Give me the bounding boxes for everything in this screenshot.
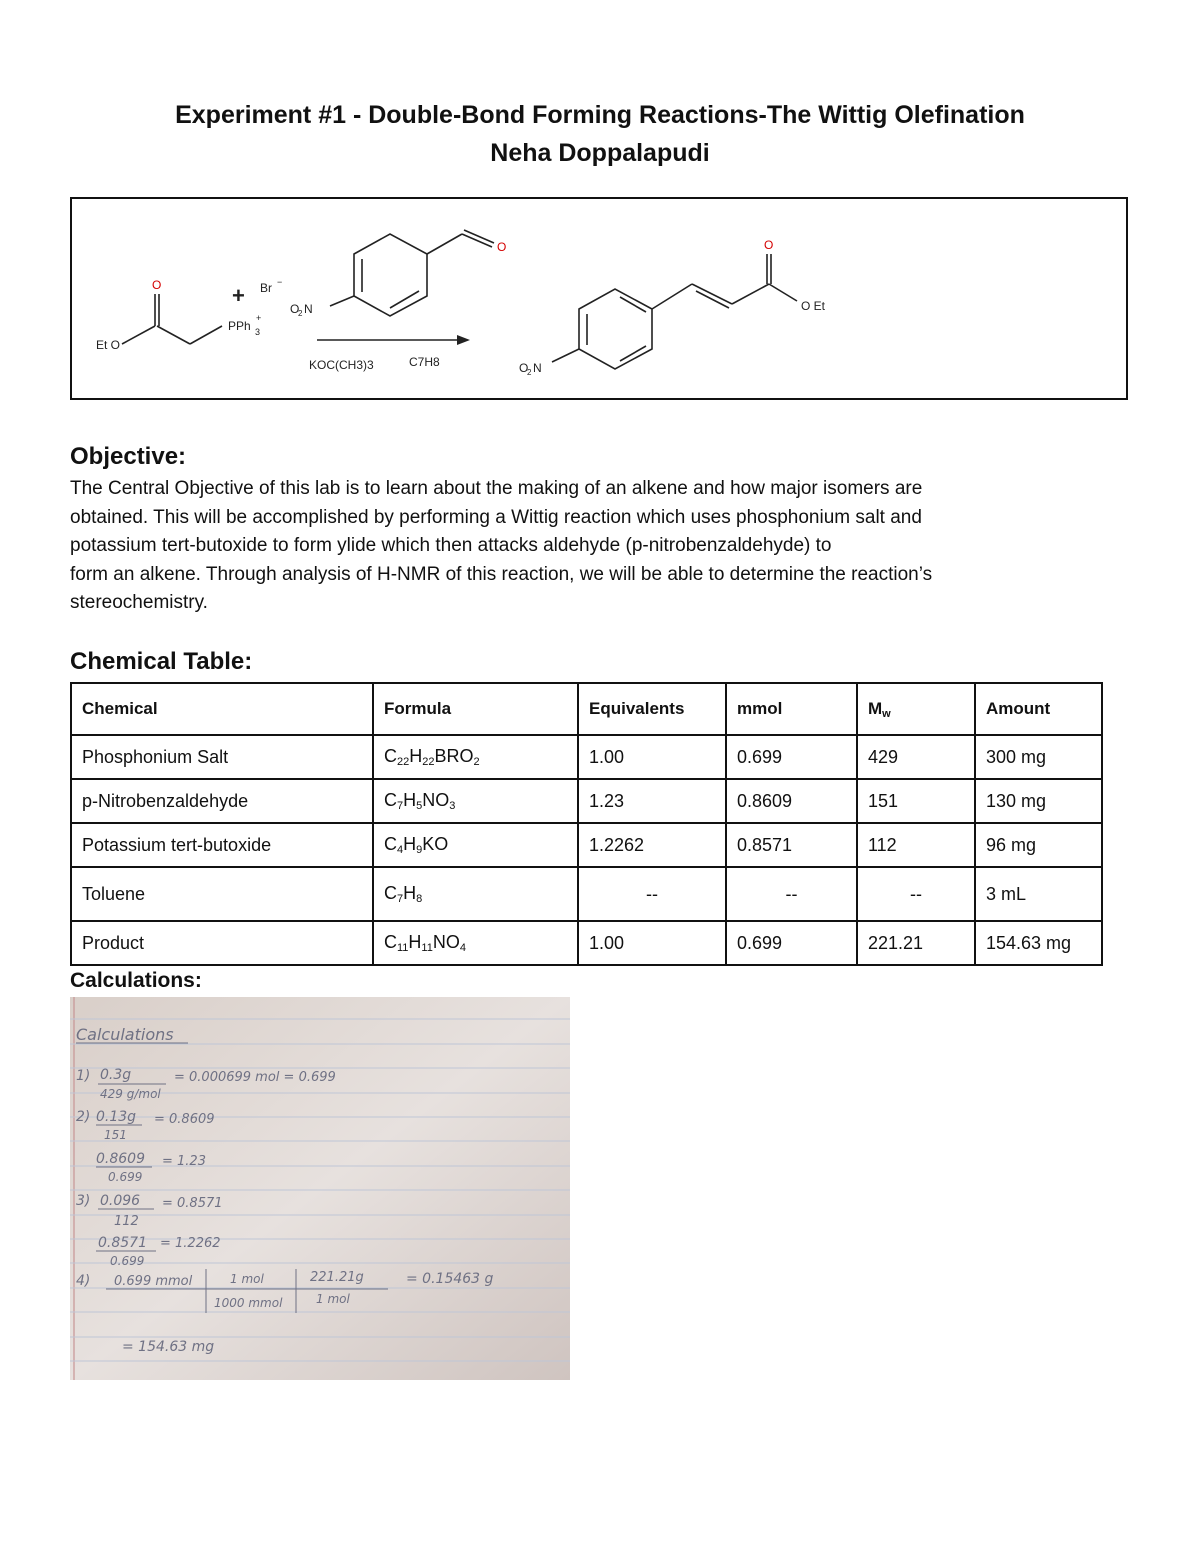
formula-part: NO	[432, 932, 460, 952]
calc-step3b-numerator: 0.8571	[98, 1235, 147, 1251]
calc-step2-denominator: 151	[104, 1128, 127, 1142]
cell-amount: 300 mg	[975, 735, 1102, 779]
objective-line: form an alkene. Through analysis of H-NMR of this reaction, we will be able to determine the reaction’s	[70, 563, 933, 585]
reactant-carbonyl-o: O	[152, 278, 162, 292]
calc-step2b-result: = 1.23	[162, 1154, 206, 1169]
formula-part: KO	[422, 834, 449, 854]
chemical-table	[70, 682, 1103, 966]
author-name: Neha Doppalapudi	[490, 139, 710, 167]
cell-formula	[373, 735, 578, 779]
calc-step4-number: 4)	[76, 1273, 91, 1289]
cell-mmol: 0.699	[726, 735, 857, 779]
formula-part: 5	[416, 800, 423, 812]
header-amount: Amount	[975, 683, 1102, 735]
calc-step4-result: = 0.15463 g	[406, 1271, 494, 1287]
table-row	[71, 735, 1102, 779]
header-mmol: mmol	[726, 683, 857, 735]
table-row	[71, 867, 1102, 921]
formula-part: C	[384, 746, 397, 766]
cell-formula	[373, 921, 578, 965]
cell-mmol: --	[726, 867, 857, 921]
calc-step1-number: 1)	[76, 1068, 91, 1084]
cell-mw: 151	[857, 779, 975, 823]
cell-equivalents: 1.2262	[578, 823, 726, 867]
cell-equivalents: 1.23	[578, 779, 726, 823]
table-header-row	[71, 683, 1102, 735]
formula-part: 2	[473, 756, 480, 768]
phosphonium-subscript: 3	[255, 327, 261, 337]
product-ethoxy-label: O Et	[801, 299, 826, 313]
calc-step3b-denominator: 0.699	[110, 1254, 145, 1268]
cell-mw: --	[857, 867, 975, 921]
conditions-base: KOC(CH3)3	[309, 358, 374, 372]
formula-part: H	[409, 746, 423, 766]
calc-step3-numerator: 0.096	[100, 1193, 141, 1209]
formula-part: C	[384, 790, 397, 810]
plus-sign: +	[232, 283, 245, 308]
table-row	[71, 779, 1102, 823]
phosphonium-charge: +	[256, 313, 262, 323]
formula-part: C	[384, 834, 397, 854]
formula-part: 4	[459, 942, 466, 954]
aldehyde-nitro-o: O	[290, 302, 300, 316]
calc-step3-denominator: 112	[114, 1214, 139, 1229]
formula-part: 7	[397, 893, 404, 905]
aldehyde-nitro-sub: 2	[298, 309, 303, 318]
cell-equivalents: 1.00	[578, 921, 726, 965]
objective-heading: Objective:	[70, 443, 187, 470]
formula-part: 7	[397, 800, 404, 812]
cell-amount: 3 mL	[975, 867, 1102, 921]
calc-step1-numerator: 0.3g	[100, 1067, 132, 1083]
objective-line: The Central Objective of this lab is to learn about the making of an alkene and how major isomers are	[70, 478, 923, 499]
formula-part: BRO	[434, 746, 474, 766]
calc-step4-mmol: 0.699 mmol	[114, 1274, 193, 1289]
handwritten-calculations-photo	[70, 997, 570, 1380]
aldehyde-o: O	[497, 240, 507, 254]
objective-line: potassium tert-butoxide to form ylide which then attacks aldehyde (p-nitrobenzaldehyde) to	[70, 535, 832, 556]
aldehyde-nitro-n: N	[304, 302, 313, 316]
formula-part: H	[403, 834, 417, 854]
objective-line: obtained. This will be accomplished by performing a Wittig reaction which uses phosphonium salt and	[70, 506, 922, 528]
formula-part: C	[384, 883, 397, 903]
formula-part: 22	[422, 756, 435, 768]
table-row	[71, 921, 1102, 965]
calc-step1-result: = 0.000699 mol = 0.699	[174, 1070, 336, 1085]
calc-step3-result: = 0.8571	[162, 1196, 223, 1211]
cell-formula	[373, 823, 578, 867]
cell-equivalents: --	[578, 867, 726, 921]
calc-step2b-denominator: 0.699	[108, 1170, 143, 1184]
formula-part: 8	[416, 893, 423, 905]
bromide-charge: −	[277, 277, 283, 287]
cell-mw: 429	[857, 735, 975, 779]
calc-title: Calculations	[76, 1025, 174, 1044]
calc-final-result: = 154.63 mg	[122, 1339, 215, 1355]
calc-step4-mw-top: 221.21g	[310, 1270, 364, 1285]
cell-mw: 112	[857, 823, 975, 867]
header-mw-base: M	[868, 698, 883, 718]
document-title: Experiment #1 - Double-Bond Forming Reactions-The Wittig Olefination	[175, 101, 1025, 129]
header-chemical: Chemical	[71, 683, 373, 735]
formula-part: 11	[397, 942, 409, 954]
calc-step4-conversion-bottom: 1000 mmol	[214, 1296, 283, 1310]
cell-chemical: Product	[71, 921, 373, 965]
cell-mmol: 0.8609	[726, 779, 857, 823]
cell-equivalents: 1.00	[578, 735, 726, 779]
formula-part: C	[384, 932, 397, 952]
calc-step3b-result: = 1.2262	[160, 1236, 221, 1251]
header-formula: Formula	[373, 683, 578, 735]
cell-mmol: 0.699	[726, 921, 857, 965]
formula-part: 9	[416, 844, 423, 856]
cell-amount: 96 mg	[975, 823, 1102, 867]
cell-formula	[373, 867, 578, 921]
calculations-heading: Calculations:	[70, 969, 202, 992]
formula-part: NO	[422, 790, 450, 810]
formula-part: H	[408, 932, 422, 952]
cell-amount: 130 mg	[975, 779, 1102, 823]
table-row	[71, 823, 1102, 867]
header-equivalents: Equivalents	[578, 683, 726, 735]
calc-step1-denominator: 429 g/mol	[100, 1087, 161, 1101]
cell-mw: 221.21	[857, 921, 975, 965]
calc-step2-numerator: 0.13g	[96, 1109, 137, 1125]
calc-step2b-numerator: 0.8609	[96, 1151, 145, 1167]
cell-chemical: Potassium tert-butoxide	[71, 823, 373, 867]
calc-step4-conversion-top: 1 mol	[230, 1272, 264, 1286]
reaction-scheme	[70, 197, 1128, 400]
objective-line: stereochemistry.	[70, 592, 208, 613]
product-carbonyl-o: O	[764, 238, 774, 252]
product-nitro-sub: 2	[527, 368, 532, 377]
calc-step2-number: 2)	[76, 1109, 91, 1125]
cell-amount: 154.63 mg	[975, 921, 1102, 965]
formula-part: H	[403, 883, 417, 903]
formula-part: 11	[421, 942, 433, 954]
header-mw	[857, 683, 975, 735]
phosphonium-label: PPh	[228, 319, 251, 333]
cell-chemical: Phosphonium Salt	[71, 735, 373, 779]
product-nitro-n: N	[533, 361, 542, 375]
bromide-label: Br	[260, 281, 272, 295]
formula-part: 22	[397, 756, 410, 768]
cell-formula	[373, 779, 578, 823]
formula-part: 3	[449, 800, 456, 812]
conditions-solvent: C7H8	[409, 355, 440, 369]
calc-step3-number: 3)	[76, 1193, 91, 1209]
header-mw-sub: w	[882, 707, 891, 720]
reactant-ethoxy-label: Et O	[96, 338, 121, 352]
formula-part: 4	[397, 844, 404, 856]
cell-chemical: Toluene	[71, 867, 373, 921]
chemical-table-heading: Chemical Table:	[70, 648, 253, 675]
product-nitro-o: O	[519, 361, 529, 375]
cell-chemical: p-Nitrobenzaldehyde	[71, 779, 373, 823]
calc-step2-result: = 0.8609	[154, 1112, 215, 1127]
cell-mmol: 0.8571	[726, 823, 857, 867]
calc-step4-mw-bottom: 1 mol	[316, 1292, 350, 1306]
objective-paragraph	[70, 475, 1130, 618]
formula-part: H	[403, 790, 417, 810]
